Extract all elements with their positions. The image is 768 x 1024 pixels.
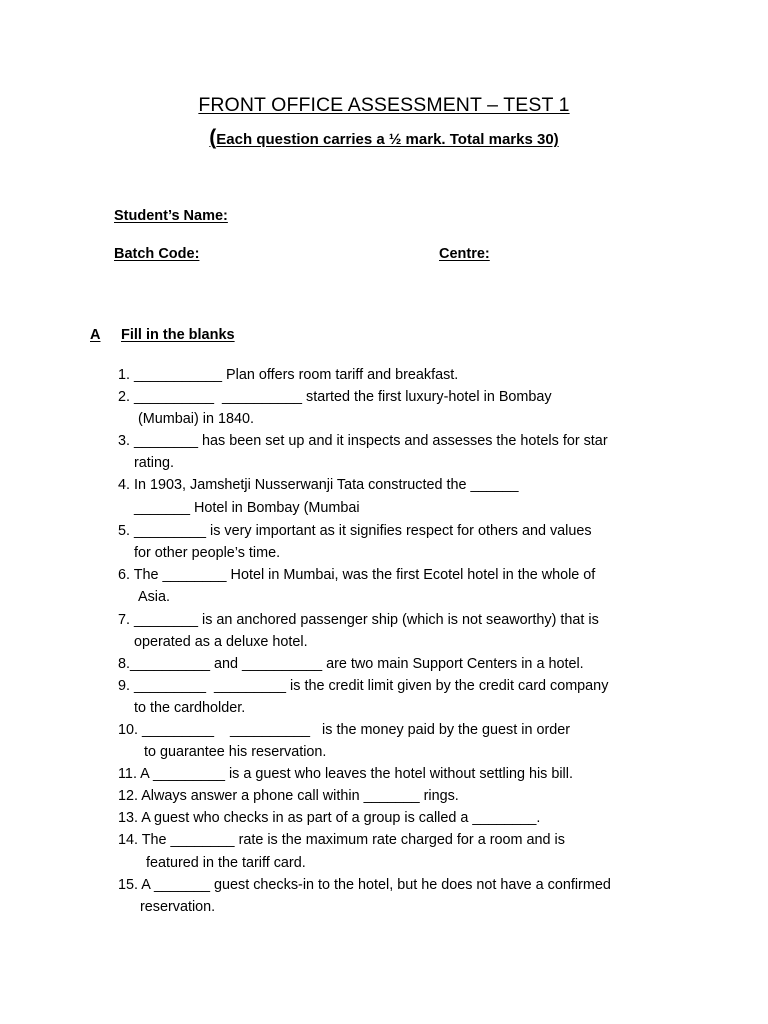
question-line: 8.__________ and __________ are two main Support Centers in a hotel. <box>118 655 584 672</box>
question-line: 9. _________ _________ is the credit limit given by the credit card company <box>118 677 609 694</box>
student-name-label: Student’s Name: <box>114 208 228 224</box>
subtitle-text: Each question carries a ½ mark. Total marks 30) <box>216 131 559 148</box>
page-subtitle <box>0 126 768 150</box>
centre-label: Centre: <box>439 246 490 262</box>
question-line: 12. Always answer a phone call within _______ rings. <box>118 788 459 805</box>
question-line: 4. In 1903, Jamshetji Nusserwanji Tata constructed the ______ <box>118 477 519 494</box>
question-line: 11. A _________ is a guest who leaves the hotel without settling his bill. <box>118 766 573 783</box>
question-line: (Mumbai) in 1840. <box>138 411 254 428</box>
question-line: to the cardholder. <box>134 699 246 716</box>
question-line: 10. _________ __________ is the money paid by the guest in order <box>118 722 571 738</box>
question-line: 6. The ________ Hotel in Mumbai, was the first Ecotel hotel in the whole of <box>118 567 596 584</box>
question-line: _______ Hotel in Bombay (Mumbai <box>134 499 360 516</box>
page-title: FRONT OFFICE ASSESSMENT – TEST 1 <box>198 94 570 116</box>
question-line: 14. The ________ rate is the maximum rate charged for a room and is <box>118 832 565 849</box>
question-line: rating. <box>134 455 174 472</box>
question-line: reservation. <box>140 898 216 915</box>
question-line: 7. ________ is an anchored passenger ship (which is not seaworthy) that is <box>118 611 599 628</box>
question-line: 2. __________ __________ started the first luxury-hotel in Bombay <box>118 389 552 406</box>
question-line: to guarantee his reservation. <box>144 744 327 761</box>
question-line: featured in the tariff card. <box>146 854 306 871</box>
question-line: 1. ___________ Plan offers room tariff and breakfast. <box>118 367 459 383</box>
section-title: Fill in the blanks <box>121 327 235 343</box>
subtitle-paren: ( <box>209 126 217 149</box>
section-letter: A <box>90 327 101 343</box>
question-line: 5. _________ is very important as it signifies respect for others and values <box>118 523 592 540</box>
question-line: for other people’s time. <box>134 545 281 562</box>
batch-code-label: Batch Code: <box>114 246 200 262</box>
question-list <box>118 364 718 918</box>
question-line: operated as a deluxe hotel. <box>134 633 308 650</box>
question-line: 3. ________ has been set up and it inspects and assesses the hotels for star <box>118 433 608 450</box>
question-line: 15. A _______ guest checks-in to the hotel, but he does not have a confirmed <box>118 876 611 893</box>
question-line: Asia. <box>138 589 170 606</box>
question-line: 13. A guest who checks in as part of a group is called a ________. <box>118 810 541 827</box>
